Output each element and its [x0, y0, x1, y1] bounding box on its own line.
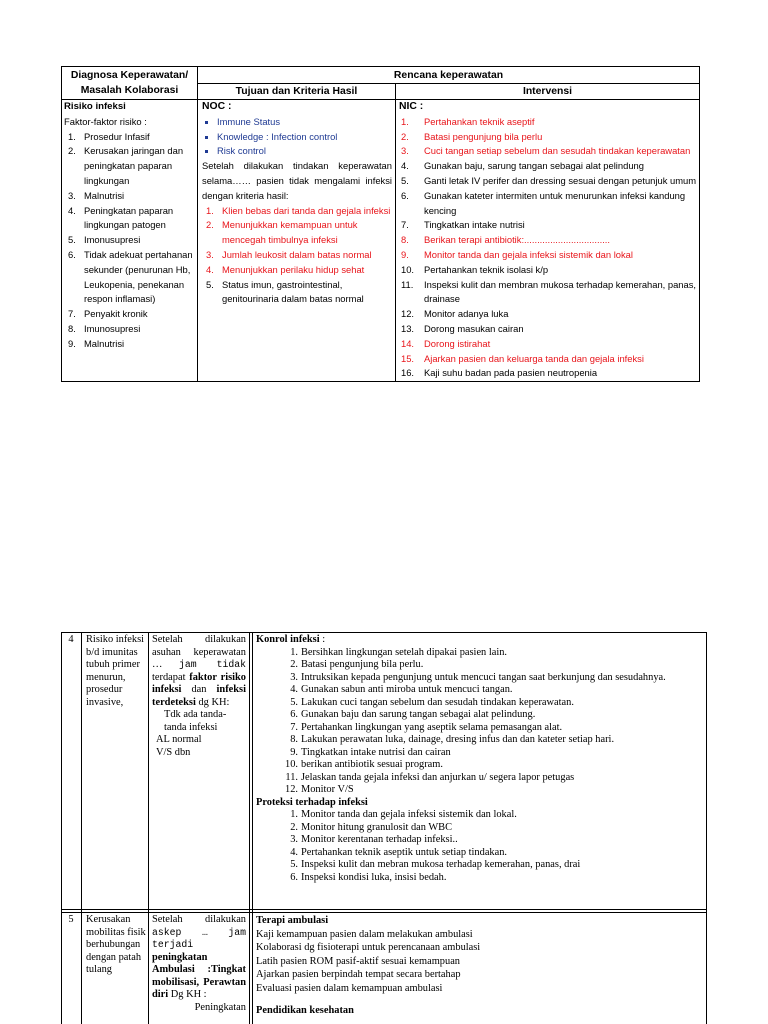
divider — [61, 909, 707, 910]
list-item: 1. Bersihkan lingkungan setelah dipakai pasien lain. — [290, 646, 508, 658]
list-item: 4. Pertahankan teknik aseptik untuk setiap tindakan. — [290, 846, 508, 858]
list-item: 12. Monitor adanya luka — [401, 308, 509, 320]
list-item: 12. Monitor V/S — [285, 784, 354, 795]
list-item: 2. Menunjukkan kemampuan untuk mencegah timbulnya infeksi — [206, 219, 358, 246]
list-item: 6. Tidak adekuat pertahanan sekunder (penurunan Hb, Leukopenia, penekanan respon inflamasi) — [68, 248, 193, 305]
diagnosis-text: Risiko infeksi b/d imunitas tubuh primer menurun, prosedur invasive, — [86, 634, 145, 708]
list-item: 3. Jumlah leukosit dalam batas normal — [206, 248, 372, 260]
divider — [395, 84, 396, 381]
list-item: 7. Pertahankan lingkungan yang aseptik selama pemasangan alat. — [290, 721, 563, 733]
nursing-plan-table-2 — [61, 632, 707, 1024]
list-item: 8. Berikan terapi antibiotik:................................. — [401, 234, 611, 246]
list-item: 6. Inspeksi kondisi luka, insisi bedah. — [290, 871, 447, 883]
nic-cell — [399, 100, 697, 381]
divider — [81, 632, 82, 1024]
list-item: 9. Tingkatkan intake nutrisi dan cairan — [290, 746, 451, 758]
list-item: 5. Inspeksi kulit dan mebran mukosa terhadap kemerahan, panas, drai — [290, 859, 581, 870]
list-item: 1. Prosedur Infasif — [68, 130, 150, 142]
list-item: 2. Batasi pengunjung bila perlu. — [290, 659, 424, 670]
list-item: Evaluasi pasien dalam kemampuan ambulasi — [256, 982, 443, 994]
list-item: 7. Penyakit kronik — [68, 308, 148, 320]
divider — [148, 632, 149, 1024]
diagnosis-title: Risiko infeksi — [64, 101, 126, 112]
list-item: 2. Batasi pengunjung bila perlu — [401, 130, 543, 142]
list-item: 6. Gunakan kateter intermiten untuk menurunkan infeksi kandung kencing — [401, 189, 686, 216]
list-item: 8. Lakukan perawatan luka, dainage, dresing infus dan dan kateter setiap hari. — [290, 734, 615, 745]
list-item: 1. Klien bebas dari tanda dan gejala infeksi — [206, 204, 391, 216]
row-number: 5 — [68, 914, 74, 925]
list-item: Risk control — [202, 144, 392, 159]
list-item: 9. Monitor tanda dan gejala infeksi sistemik dan lokal — [401, 248, 633, 260]
list-item: 5. Ganti letak IV perifer dan dressing sesuai dengan petunjuk umum — [401, 174, 697, 186]
list-item: Kaji kemampuan pasien dalam melakukan ambulasi — [256, 928, 473, 940]
row-number: 4 — [68, 634, 74, 645]
list-item: 5. Imonusupresi — [68, 234, 141, 246]
list-item: 8. Imunosupresi — [68, 322, 141, 334]
list-item: 4. Menunjukkan perilaku hidup sehat — [206, 263, 365, 275]
divider — [197, 67, 198, 381]
list-item: 1. Monitor tanda dan gejala infeksi sistemik dan lokal. — [290, 809, 517, 820]
list-item: Knowledge : Infection control — [202, 130, 392, 145]
list-item: 5. Status imun, gastrointestinal, genitourinaria dalam batas normal — [206, 278, 364, 305]
list-item: 15. Ajarkan pasien dan keluarga tanda dan gejala infeksi — [401, 352, 644, 364]
list-item: 11. Inspeksi kulit dan membran mukosa terhadap kemerahan, panas, drainase — [401, 278, 697, 305]
list-item: 7. Tingkatkan intake nutrisi — [401, 219, 525, 231]
goals-column-header: Tujuan dan Kriteria Hasil — [235, 86, 358, 97]
list-item: 13. Dorong masukan cairan — [401, 322, 524, 334]
list-item: Kolaborasi dg fisioterapi untuk perencanaan ambulasi — [256, 942, 481, 954]
goal-text: Setelah dilakukan asuhan keperawatan … jam tidak terdapat faktor risiko infeksi dan infeksi terdeteksi dg KH: Tdk ada tanda-tanda infeksi AL normal V/S dbn — [152, 634, 246, 758]
list-item: 4. Gunakan baju, sarung tangan sebagai alat pelindung — [401, 160, 644, 172]
infection-control-title: Konrol infeksi : — [256, 634, 326, 645]
list-item: 2. Monitor hitung granulosit dan WBC — [290, 821, 453, 833]
list-item: 4. Peningkatan paparan lingkungan patogen — [68, 204, 174, 231]
intervention-column-header: Intervensi — [522, 86, 573, 97]
protection-title: Proteksi terhadap infeksi — [256, 796, 368, 808]
divider — [252, 632, 253, 1024]
list-item: 10. berikan antibiotik sesuai program. — [285, 759, 443, 770]
ambulation-title: Terapi ambulasi — [256, 915, 329, 926]
list-item: 1. Pertahankan teknik aseptif — [401, 115, 535, 127]
list-item: Latih pasien ROM pasif-aktif sesuai kemampuan — [256, 955, 461, 967]
infection-control-list — [256, 647, 704, 797]
list-item: Immune Status — [202, 115, 392, 130]
list-item: 10. Pertahankan teknik isolasi k/p — [401, 263, 549, 275]
divider — [61, 632, 707, 633]
list-item: 2. Kerusakan jaringan dan peningkatan paparan lingkungan — [68, 145, 184, 186]
divider — [706, 632, 707, 1024]
list-item: 14. Dorong istirahat — [401, 337, 491, 349]
risk-factors-list — [64, 130, 194, 352]
risk-infection-care-plan-table — [61, 66, 700, 382]
diagnosis-cell — [64, 100, 194, 352]
plan-header: Rencana keperawatan — [393, 70, 504, 81]
list-item: 9. Malnutrisi — [68, 337, 125, 349]
divider — [249, 632, 250, 1024]
list-item: 3. Malnutrisi — [68, 189, 125, 201]
noc-intro: Setelah dilakukan tindakan keperawatan selama…… pasien tidak mengalami infeksi dengan kriteria hasil: — [202, 160, 392, 201]
noc-criteria-list — [202, 204, 392, 308]
nic-interventions-list — [399, 115, 697, 381]
list-item: 11. Jelaskan tanda gejala infeksi dan anjurkan u/ segera lapor petugas — [285, 771, 575, 783]
diagnosis-text: Kerusakan mobilitas fisik berhubungan dengan patah tulang — [86, 914, 146, 975]
diagnosis-column-header: Diagnosa Keperawatan/ Masalah Kolaborasi — [70, 70, 189, 96]
noc-title: NOC : — [202, 101, 232, 112]
protection-list — [256, 809, 704, 884]
list-item: Ajarkan pasien berpindah tempat secara bertahap — [256, 969, 461, 981]
intervention-text — [256, 914, 704, 1018]
health-education-title: Pendidikan kesehatan — [256, 1005, 354, 1017]
intervention-text — [256, 634, 704, 884]
ambulation-list — [256, 928, 704, 996]
list-item: 16. Kaji suhu badan pada pasien neutropenia — [401, 367, 598, 379]
noc-cell — [202, 100, 392, 307]
list-item: 3. Monitor kerentanan terhadap infeksi.. — [290, 834, 458, 845]
risk-factors-label: Faktor-faktor risiko : — [64, 115, 147, 127]
list-item: 3. Cuci tangan setiap sebelum dan sesudah tindakan keperawatan — [401, 145, 691, 157]
divider — [61, 912, 707, 913]
noc-outcomes-list — [202, 115, 392, 159]
goal-text: Setelah dilakukan askep … jam terjadi peningkatan Ambulasi :Tingkat mobilisasi, Perawtan diri Dg KH : Peningkatan — [152, 914, 246, 1013]
list-item: 5. Lakukan cuci tangan sebelum dan sesudah tindakan keperawatan. — [290, 696, 574, 708]
divider — [61, 632, 62, 1024]
list-item: 3. Intruksikan kepada pengunjung untuk mencuci tangan saat berkunjung dan sesudahnya. — [290, 671, 666, 683]
list-item: 6. Gunakan baju dan sarung tangan sebagai alat pelindung. — [290, 709, 536, 720]
nic-title: NIC : — [399, 101, 424, 112]
list-item: 4. Gunakan sabun anti miroba untuk mencuci tangan. — [290, 684, 513, 695]
